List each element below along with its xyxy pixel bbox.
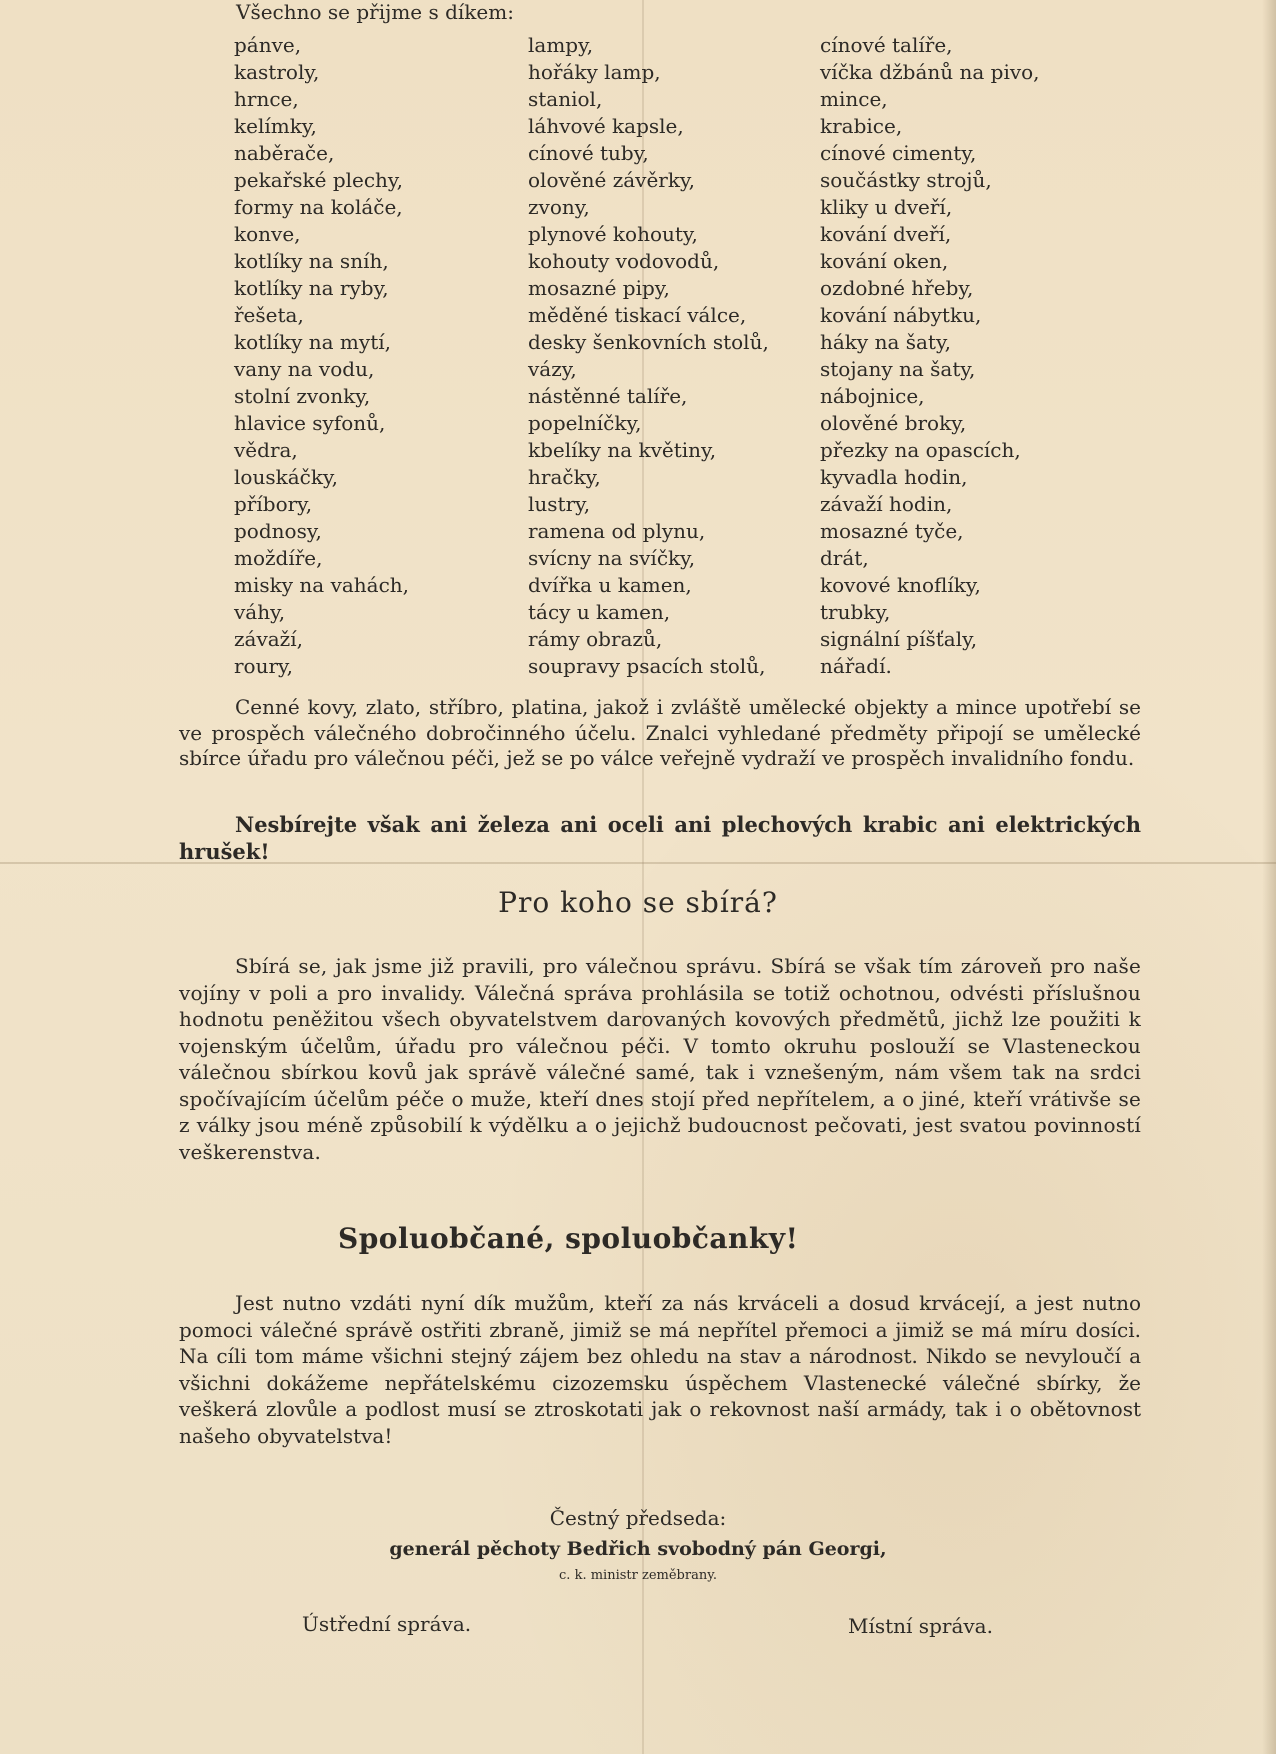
list-item: staniol,: [528, 87, 603, 111]
list-item: dvířka u kamen,: [528, 573, 692, 597]
list-item: plynové kohouty,: [528, 222, 698, 246]
list-item: rámy obrazů,: [528, 627, 663, 651]
list-item: mince,: [820, 87, 888, 111]
list-item: pekařské plechy,: [234, 168, 403, 192]
signature-central-administration: Ústřední správa.: [302, 1612, 472, 1636]
list-item: podnosy,: [234, 519, 322, 543]
list-item: cínové cimenty,: [820, 141, 977, 165]
list-item: vany na vodu,: [234, 357, 375, 381]
item-column-1: [234, 32, 409, 680]
list-item: ozdobné hřeby,: [820, 276, 974, 300]
list-item: nástěnné talíře,: [528, 384, 688, 408]
list-item: váhy,: [234, 600, 286, 624]
list-item: víčka džbánů na pivo,: [820, 60, 1040, 84]
list-item: nářadí.: [820, 654, 892, 678]
list-item: kelímky,: [234, 114, 317, 138]
precious-metals-paragraph: Cenné kovy, zlato, stříbro, platina, jakož i zvláště umělecké objekty a mince upotřebí se ve prospěch válečného dobročinného účelu. Znalci vyhledané předměty připojí se umělecké sbírce úřadu pro válečnou péči, jež se po válce veřejně vydraží ve prospěch invalidního fondu.: [179, 695, 1141, 770]
list-item: kování dveří,: [820, 222, 952, 246]
intro-line: Všechno se přijme s díkem:: [236, 0, 514, 24]
list-item: mosazné pipy,: [528, 276, 670, 300]
list-item: závaží,: [234, 627, 303, 651]
list-item: hořáky lamp,: [528, 60, 661, 84]
signature-local-administration: Místní správa.: [848, 1614, 993, 1638]
list-item: cínové talíře,: [820, 33, 953, 57]
list-item: stojany na šaty,: [820, 357, 976, 381]
list-item: misky na vahách,: [234, 573, 410, 597]
list-item: mosazné tyče,: [820, 519, 964, 543]
list-item: louskáčky,: [234, 465, 338, 489]
list-item: trubky,: [820, 600, 891, 624]
warning-text: Nesbírejte však ani železa ani oceli ani plechových krabic ani elektrických hrušek!: [179, 812, 1141, 864]
item-column-2: [528, 32, 769, 680]
section-citizens-heading: Spoluobčané, spoluobčanky!: [338, 1222, 799, 1255]
section-who-heading: Pro koho se sbírá?: [498, 886, 778, 919]
list-item: naběrače,: [234, 141, 335, 165]
paper-edge-shadow: [1262, 0, 1276, 1754]
list-item: pánve,: [234, 33, 302, 57]
list-item: nábojnice,: [820, 384, 925, 408]
section-who-body: Sbírá se, jak jsme již pravili, pro válečnou správu. Sbírá se však tím zároveň pro naše vojíny v poli a pro invalidy. Válečná správa prohlásila se totiž ochotnou, odvésti příslušnou hodnotu peněžitou všech obyvatelstvem darovaných kovových předmětů, jichž lze použiti k vojenským účelům, úřadu pro válečnou péči. V tomto okruhu poslouží se Vlasteneckou válečnou sbírkou kovů jak správě válečné samé, tak i vznešeným, nám všem tak na srdci spočívajícím účelům péče o muže, kteří dnes stojí před nepřítelem, a o jiné, kteří vrátivše se z války jsou méně způsobilí k výdělku a o jejichž budoucnost pečovati, jest svatou povinností veškerenstva.: [179, 954, 1141, 1164]
list-item: měděné tiskací válce,: [528, 303, 747, 327]
list-item: formy na koláče,: [234, 195, 403, 219]
list-item: cínové tuby,: [528, 141, 649, 165]
list-item: kovové knoflíky,: [820, 573, 981, 597]
list-item: hlavice syfonů,: [234, 411, 386, 435]
list-item: kování nábytku,: [820, 303, 982, 327]
list-item: stolní zvonky,: [234, 384, 371, 408]
list-item: signální píšťaly,: [820, 627, 978, 651]
list-item: kliky u dveří,: [820, 195, 953, 219]
list-item: vázy,: [528, 357, 577, 381]
list-item: moždíře,: [234, 546, 323, 570]
list-item: kotlíky na mytí,: [234, 330, 391, 354]
list-item: olověné broky,: [820, 411, 967, 435]
list-item: kyvadla hodin,: [820, 465, 968, 489]
list-item: součástky strojů,: [820, 168, 992, 192]
list-item: řešeta,: [234, 303, 304, 327]
list-item: háky na šaty,: [820, 330, 951, 354]
list-item: tácy u kamen,: [528, 600, 671, 624]
list-item: kotlíky na sníh,: [234, 249, 389, 273]
list-item: kastroly,: [234, 60, 320, 84]
list-item: vědra,: [234, 438, 298, 462]
item-column-3: [820, 32, 1040, 680]
signature-role: c. k. ministr zeměbrany.: [559, 1568, 717, 1583]
list-item: zvony,: [528, 195, 590, 219]
list-item: konve,: [234, 222, 301, 246]
list-item: kotlíky na ryby,: [234, 276, 389, 300]
list-item: ramena od plynu,: [528, 519, 706, 543]
list-item: olověné závěrky,: [528, 168, 695, 192]
list-item: přezky na opascích,: [820, 438, 1021, 462]
list-item: roury,: [234, 654, 294, 678]
list-item: příbory,: [234, 492, 313, 516]
signature-title: Čestný předseda:: [549, 1506, 727, 1530]
list-item: svícny na svíčky,: [528, 546, 696, 570]
list-item: kbelíky na květiny,: [528, 438, 717, 462]
list-item: závaží hodin,: [820, 492, 953, 516]
signature-name: generál pěchoty Bedřich svobodný pán Georgi,: [389, 1538, 887, 1560]
section-citizens-body: Jest nutno vzdáti nyní dík mužům, kteří za nás krváceli a dosud krvácejí, a jest nutno pomoci válečné správě ostřiti zbraně, jimiž se má nepřítel přemoci a jimiž se má míru dosíci. Na cíli tom máme všichni stejný zájem bez ohledu na stav a národnost. Nikdo se nevyloučí a všichni dokážeme nepřátelskému cizozemsku úspěchem Vlastenecké válečné sbírky, že veškerá zlovůle a podlost musí se ztroskotati jak o rekovnost naší armády, tak i o obětovnost našeho obyvatelstva!: [179, 1291, 1141, 1448]
list-item: kohouty vodovodů,: [528, 249, 720, 273]
list-item: desky šenkovních stolů,: [528, 330, 769, 354]
list-item: krabice,: [820, 114, 903, 138]
list-item: popelníčky,: [528, 411, 642, 435]
list-item: hrnce,: [234, 87, 299, 111]
list-item: láhvové kapsle,: [528, 114, 684, 138]
list-item: lampy,: [528, 33, 594, 57]
list-item: drát,: [820, 546, 869, 570]
list-item: kování oken,: [820, 249, 949, 273]
list-item: hračky,: [528, 465, 601, 489]
list-item: soupravy psacích stolů,: [528, 654, 766, 678]
list-item: lustry,: [528, 492, 591, 516]
